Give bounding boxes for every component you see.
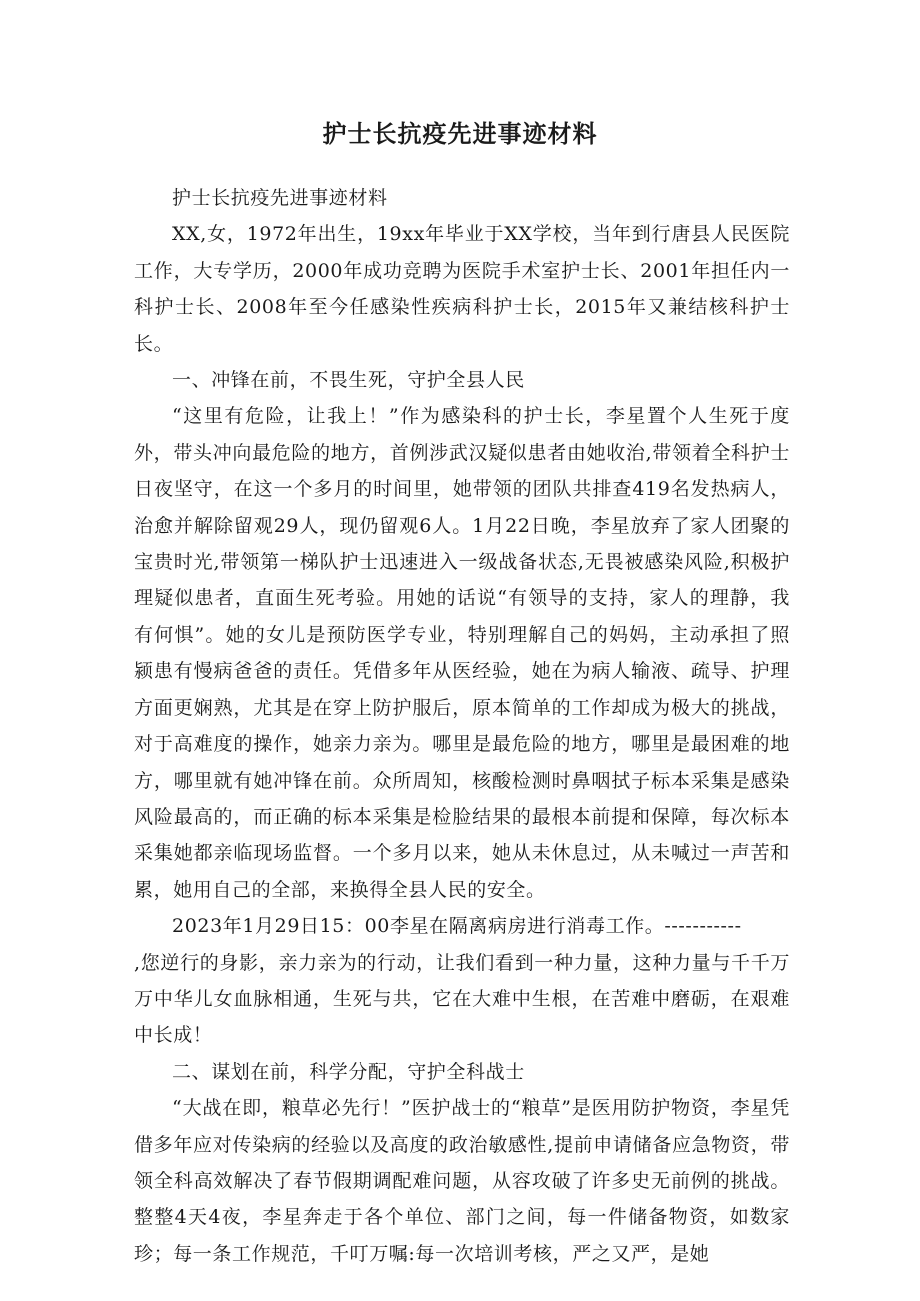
section-heading-1: 一、冲锋在前，不畏生死，守护全县人民 bbox=[172, 369, 525, 392]
document-title: 护士长抗疫先进事迹材料 bbox=[322, 120, 598, 148]
paragraph-photo-caption: 2023年1月29日15：00李星在隔离病房进行消毒工作。----------- bbox=[172, 915, 742, 938]
paragraph-intro: XX,女，1972年出生，19xx年毕业于XX学校，当年到行唐县人民医院工作，大专学历，2000年成功竞聘为医院手术室护士长、2001年担任内一科护士长、2008年至今任感染性疾病科护士长，2015年又兼结核科护士长。 bbox=[134, 223, 790, 355]
paragraph-subtitle: 护士长抗疫先进事迹材料 bbox=[172, 187, 388, 209]
paragraph-section-2: “大战在即，粮草必先行！”医护战士的“粮草”是医用防护物资，李星凭借多年应对传染病的经验以及高度的政治敏感性,提前申请储备应急物资，带领全科高效解决了春节假期调配难问题，从容攻破了许多史无前例的挑战。整整4天4夜，李星奔走于各个单位、部门之间，每一件储备物资，如数家珍；每一条工作规范，千叮万嘱:每一次培训考核，严之又严，是她 bbox=[134, 1097, 790, 1265]
document-body bbox=[134, 180, 790, 1272]
paragraph-tribute: ,您逆行的身影，亲力亲为的行动，让我们看到一种力量，这种力量与千千万万中华儿女血脉相通，生死与共，它在大难中生根，在苦难中磨砺，在艰难中长成！ bbox=[134, 951, 790, 1047]
paragraph-section-1: “这里有危险，让我上！”作为感染科的护士长，李星置个人生死于度外，带头冲向最危险的地方，首例涉武汉疑似患者由她收治,带领着全科护士日夜坚守，在这一个多月的时间里，她带领的团队共排查419名发热病人，治愈并解除留观29人，现仍留观6人。1月22日晚，李星放弃了家人团聚的宝贵时光,带领第一梯队护士迅速进入一级战备状态,无畏被感染风险,积极护理疑似患者，直面生死考验。用她的话说“有领导的支持，家人的理静，我有何惧”。她的女儿是预防医学专业，特别理解自己的妈妈，主动承担了照颍患有慢病爸爸的责任。凭借多年从医经验，她在为病人输液、疏导、护理方面更娴熟，尤其是在穿上防护服后，原本简单的工作却成为极大的挑战，对于高难度的操作，她亲力亲为。哪里是最危险的地方，哪里是最困难的地方，哪里就有她冲锋在前。众所周知，核酸检测时鼻咽拭子标本采集是感染风险最高的，而正确的标本采集是检脸结果的最根本前提和保障，每次标本采集她都亲临现场监督。一个多月以来，她从未休息过，从未喊过一声苦和累，她用自己的全部，来换得全县人民的安全。 bbox=[134, 405, 790, 901]
section-heading-2: 二、谋划在前，科学分配，守护全科战士 bbox=[172, 1060, 525, 1083]
